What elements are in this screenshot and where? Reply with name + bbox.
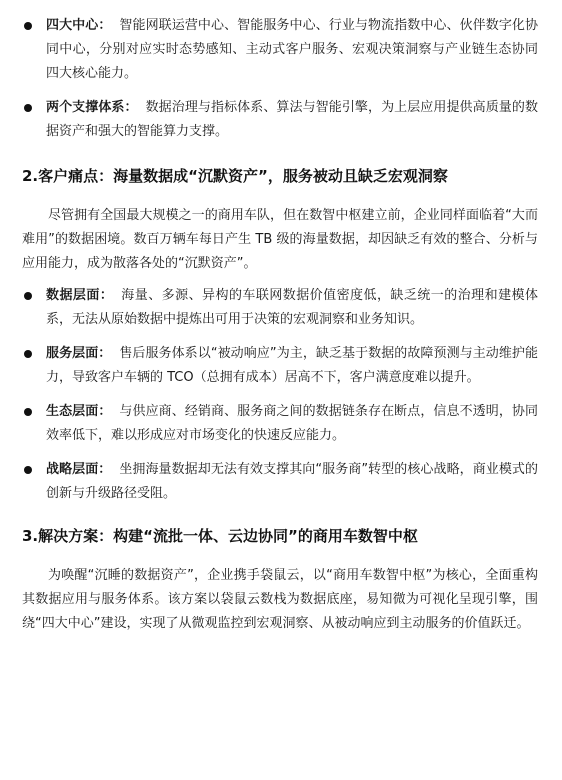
bullet-text: 与供应商、经销商、服务商之间的数据链条存在断点，信息不透明，协同效率低下，难以形成应对市场变化的快速反应能力。 [46, 404, 538, 443]
bullet-data-level [22, 284, 538, 332]
bullet-text: 智能网联运营中心、智能服务中心、行业与物流指数中心、伙伴数字化协同中心，分别对应实时态势感知、主动式客户服务、宏观决策洞察与产业链生态协同四大核心能力。 [46, 18, 538, 81]
bullet-ecosystem-level [22, 400, 538, 448]
bullet-term: 生态层面： [46, 404, 112, 419]
bullet-text: 数据治理与指标体系、算法与智能引擎，为上层应用提供高质量的数据资产和强大的智能算力支撑。 [46, 100, 538, 139]
bullet-strategy-level [22, 458, 538, 506]
bullet-text: 海量、多源、异构的车联网数据价值密度低，缺乏统一的治理和建模体系，无法从原始数据中提炼出可用于决策的宏观洞察和业务知识。 [46, 288, 538, 327]
section-heading-customer-pain-points: 2.客户痛点：海量数据成“沉默资产”，服务被动且缺乏宏观洞察 [22, 167, 448, 185]
section-heading-solution: 3.解决方案：构建“流批一体、云边协同”的商用车数智中枢 [22, 527, 418, 545]
bullet-service-level [22, 342, 538, 390]
paragraph-solution: 为唤醒“沉睡的数据资产”，企业携手袋鼠云，以“商用车数智中枢”为核心，全面重构其数据应用与服务体系。该方案以袋鼠云数栈为数据底座，易知微为可视化呈现引擎，围绕“四大中心”建设，实现了从微观监控到宏观洞察、从被动响应到主动服务的价值跃迁。 [22, 568, 538, 631]
bullet-text: 坐拥海量数据却无法有效支撑其向“服务商”转型的核心战略，商业模式的创新与升级路径受阻。 [46, 462, 538, 501]
bullet-term: 战略层面： [46, 462, 112, 477]
bullet-term: 服务层面： [46, 346, 112, 361]
bullet-text: 售后服务体系以“被动响应”为主，缺乏基于数据的故障预测与主动维护能力，导致客户车辆的 TCO（总拥有成本）居高不下，客户满意度难以提升。 [46, 346, 538, 385]
bullet-two-support-systems [22, 96, 538, 144]
bullet-four-centers [22, 14, 538, 86]
bullet-term: 四大中心： [46, 18, 112, 33]
bullet-term: 数据层面： [46, 288, 114, 303]
bullet-term: 两个支撑体系： [46, 100, 138, 115]
paragraph-pain-points-intro: 尽管拥有全国最大规模之一的商用车队，但在数智中枢建立前，企业同样面临着“大而难用”的数据困境。数百万辆车每日产生 TB 级的海量数据，却因缺乏有效的整合、分析与应用能力，成为散落各处的“沉默资产”。 [22, 208, 538, 271]
